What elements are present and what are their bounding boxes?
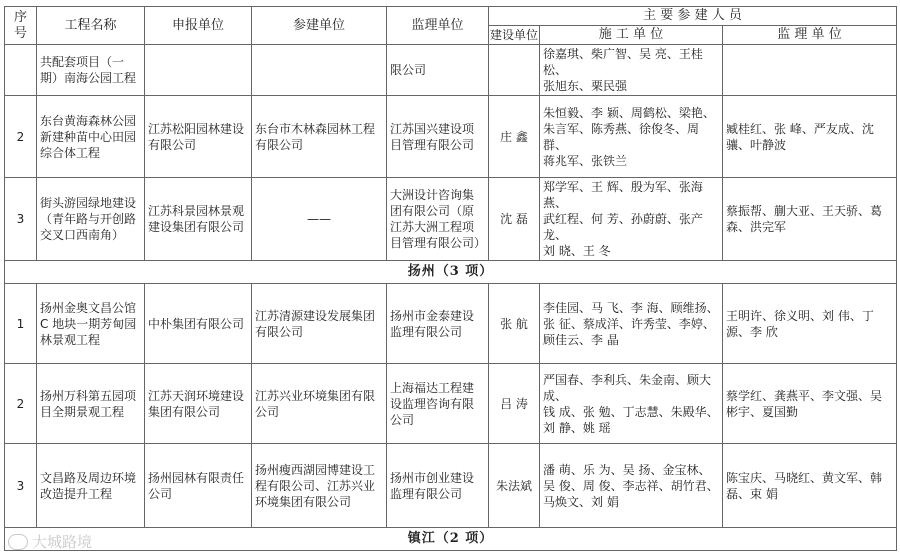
cell-index: 2 — [5, 96, 37, 178]
cell-construction: 徐嘉琪、柴广智、吴 亮、王桂松、 张旭东、栗民强 — [540, 45, 723, 96]
cell-supervisor: 江苏国兴建设项目管理有限公司 — [387, 96, 489, 178]
header-project-name: 工程名称 — [37, 7, 145, 45]
cell-construction: 严国春、李利兵、朱金南、顾大成、 钱 成、张 勉、丁志慧、朱殿华、 刘 静、姚 瑶 — [540, 364, 723, 444]
cell-index: 1 — [5, 284, 37, 364]
region-row — [5, 261, 897, 284]
cell-applicant: 中朴集团有限公司 — [145, 284, 252, 364]
cell-supervisor: 大洲设计咨询集团有限公司（原江苏大洲工程项目管理有限公司） — [387, 178, 489, 261]
header-supervision: 监 理 单 位 — [723, 26, 897, 45]
cell-supervision: 蔡学红、龚燕平、李文强、吴彬宇、夏国勤 — [723, 364, 897, 444]
cell-builder: 庄 鑫 — [489, 96, 540, 178]
cell-supervision: 臧桂红、张 峰、严友成、沈骧、叶静波 — [723, 96, 897, 178]
cell-construction: 郑学军、王 辉、殷为军、张海燕、 武红程、何 芳、孙蔚蔚、张产龙、 刘 晓、王 冬 — [540, 178, 723, 261]
header-supervisor: 监理单位 — [387, 7, 489, 45]
cell-participant: 江苏清源建设发展集团有限公司 — [252, 284, 387, 364]
cell-project-name: 扬州万科第五园项目全期景观工程 — [37, 364, 145, 444]
cell-supervision: 蔡振帮、蒯大亚、王天骄、葛森、洪完军 — [723, 178, 897, 261]
cell-construction: 潘 萌、乐 为、吴 扬、金宝林、 吴 俊、周 俊、李志祥、胡竹君、 马焕文、刘 娟 — [540, 444, 723, 528]
cell-participant: 扬州瘦西湖园博建设工程有限公司、江苏兴业环境集团有限公司 — [252, 444, 387, 528]
table-row — [5, 96, 897, 178]
cell-construction: 李佳园、马 飞、李 海、顾维扬、 张 征、蔡成洋、许秀莹、李婷、 顾佳云、李 晶 — [540, 284, 723, 364]
cell-builder: 朱法斌 — [489, 444, 540, 528]
cell-index: 3 — [5, 178, 37, 261]
cell-applicant: 江苏科景园林景观建设集团有限公司 — [145, 178, 252, 261]
cell-applicant — [145, 45, 252, 96]
cell-applicant: 扬州园林有限责任公司 — [145, 444, 252, 528]
header-index: 序号 — [5, 7, 37, 45]
header-applicant: 申报单位 — [145, 7, 252, 45]
cell-participant: 东台市木林森园林工程有限公司 — [252, 96, 387, 178]
header-builder: 建设单位 — [489, 26, 540, 45]
header-participant: 参建单位 — [252, 7, 387, 45]
cell-applicant: 江苏天润环境建设集团有限公司 — [145, 364, 252, 444]
cloud-logo-icon — [8, 534, 28, 550]
cell-supervisor: 限公司 — [387, 45, 489, 96]
cell-supervisor: 上海福达工程建设监理咨询有限公司 — [387, 364, 489, 444]
cell-supervisor: 扬州市创业建设监理有限公司 — [387, 444, 489, 528]
cell-supervision: 陈宝庆、马晓红、黄文军、韩磊、束 娟 — [723, 444, 897, 528]
cell-construction: 朱恒毅、李 颖、周鹤松、梁艳、 朱言军、陈秀燕、徐俊冬、周群、 蒋兆军、张铁兰 — [540, 96, 723, 178]
table-row — [5, 364, 897, 444]
cell-builder: 沈 磊 — [489, 178, 540, 261]
watermark-text: 大城路境 — [32, 533, 93, 551]
region-heading: 镇江（2 项） — [5, 528, 897, 551]
table-row — [5, 45, 897, 96]
cell-index: 3 — [5, 444, 37, 528]
cell-participant — [252, 45, 387, 96]
region-row — [5, 528, 897, 551]
cell-participant: 江苏兴业环境集团有限公司 — [252, 364, 387, 444]
table-row — [5, 284, 897, 364]
table-row — [5, 444, 897, 528]
cell-project-name: 文昌路及周边环境改造提升工程 — [37, 444, 145, 528]
cell-project-name: 东台黄海森林公园新建种苗中心田园综合体工程 — [37, 96, 145, 178]
cell-builder — [489, 45, 540, 96]
cell-project-name: 共配套项目（一期）南海公园工程 — [37, 45, 145, 96]
cell-participant: —— — [252, 178, 387, 261]
header-personnel: 主 要 参 建 人 员 — [489, 7, 897, 26]
header-construction: 施 工 单 位 — [540, 26, 723, 45]
region-heading: 扬州（3 项） — [5, 261, 897, 284]
cell-supervision: 王明许、徐义明、刘 伟、丁源、李 欣 — [723, 284, 897, 364]
cell-applicant: 江苏松阳园林建设有限公司 — [145, 96, 252, 178]
cell-project-name: 扬州金奥文昌公馆 C 地块一期芳甸园林景观工程 — [37, 284, 145, 364]
project-table — [4, 6, 897, 551]
cell-builder: 吕 涛 — [489, 364, 540, 444]
table-row — [5, 178, 897, 261]
cell-index: 2 — [5, 364, 37, 444]
cell-index — [5, 45, 37, 96]
cell-supervision — [723, 45, 897, 96]
cell-supervisor: 扬州市金泰建设监理有限公司 — [387, 284, 489, 364]
watermark — [8, 531, 92, 552]
cell-project-name: 街头游园绿地建设（青年路与开创路交叉口西南角） — [37, 178, 145, 261]
cell-builder: 张 航 — [489, 284, 540, 364]
